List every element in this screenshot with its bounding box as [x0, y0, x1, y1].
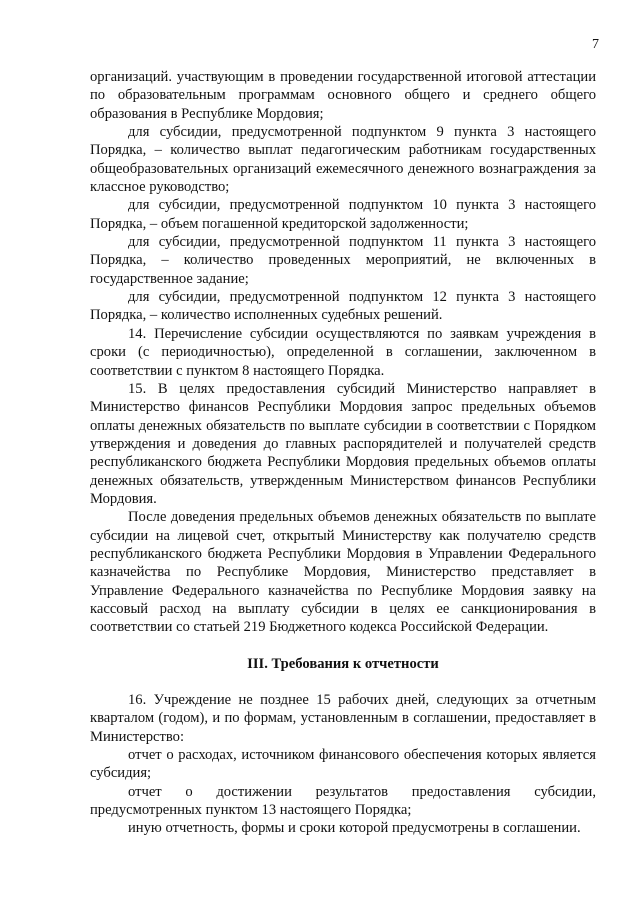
- paragraph: 15. В целях предоставления субсидий Министерство направляет в Министерство финансов Республики Мордовия запрос предельных объемов оплаты денежных обязательств по выплате субсидии в соответствии с Порядком утверждения и доведения до главных распорядителей и получателей средств республиканского бюджета Республики Мордовия предельных объемов оплаты денежных обязательств, утвержденным Министерством финансов Республики Мордовия.: [90, 380, 596, 507]
- section-heading: III. Требования к отчетности: [247, 655, 439, 672]
- paragraph: 14. Перечисление субсидии осуществляются по заявкам учреждения в сроки (с периодичностью), определенной в соглашении, заключенном в соответствии с пунктом 8 настоящего Порядка.: [90, 325, 596, 379]
- paragraph: для субсидии, предусмотренной подпунктом 12 пункта 3 настоящего Порядка, – количество исполненных судебных решений.: [90, 289, 596, 324]
- paragraph: для субсидии, предусмотренной подпунктом 9 пункта 3 настоящего Порядка, – количество выплат педагогическим работникам государственных общеобразовательных организаций ежемесячного денежного вознаграждения за классное руководство;: [90, 124, 596, 196]
- paragraph: отчет о достижении результатов предоставления субсидии, предусмотренных пунктом 13 настоящего Порядка;: [90, 783, 596, 819]
- page-number: 7: [592, 37, 599, 52]
- paragraph: После доведения предельных объемов денежных обязательств по выплате субсидии на лицевой счет, открытый Министерству как получателю средств республиканского бюджета Республики Мордовия в Управлении Федерального казначейства по Республике Мордовия, Министерство представляет в Управление Федерального казначейства по Республике Мордовия заявку на кассовый расход на выплату субсидии в целях ее санкционирования в соответствии со статьей 219 Бюджетного кодекса Российской Федерации.: [90, 509, 596, 636]
- paragraph: иную отчетность, формы и сроки которой предусмотрены в соглашении.: [128, 820, 581, 837]
- paragraph: для субсидии, предусмотренной подпунктом 11 пункта 3 настоящего Порядка, – количество проведенных мероприятий, не включенных в государственное задание;: [90, 234, 596, 287]
- document-body: [90, 68, 596, 838]
- paragraph: отчет о расходах, источником финансового обеспечения которых является субсидия;: [90, 747, 596, 782]
- paragraph: 16. Учреждение не позднее 15 рабочих дней, следующих за отчетным кварталом (годом), и по формам, установленным в соглашении, предоставляет в Министерство:: [90, 692, 596, 745]
- paragraph: для субсидии, предусмотренной подпунктом 10 пункта 3 настоящего Порядка, – объем погашенной кредиторской задолженности;: [90, 197, 596, 232]
- paragraph: организаций. участвующим в проведении государственной итоговой аттестации по образовательным программам основного общего и среднего общего образования в Республике Мордовия;: [90, 69, 596, 122]
